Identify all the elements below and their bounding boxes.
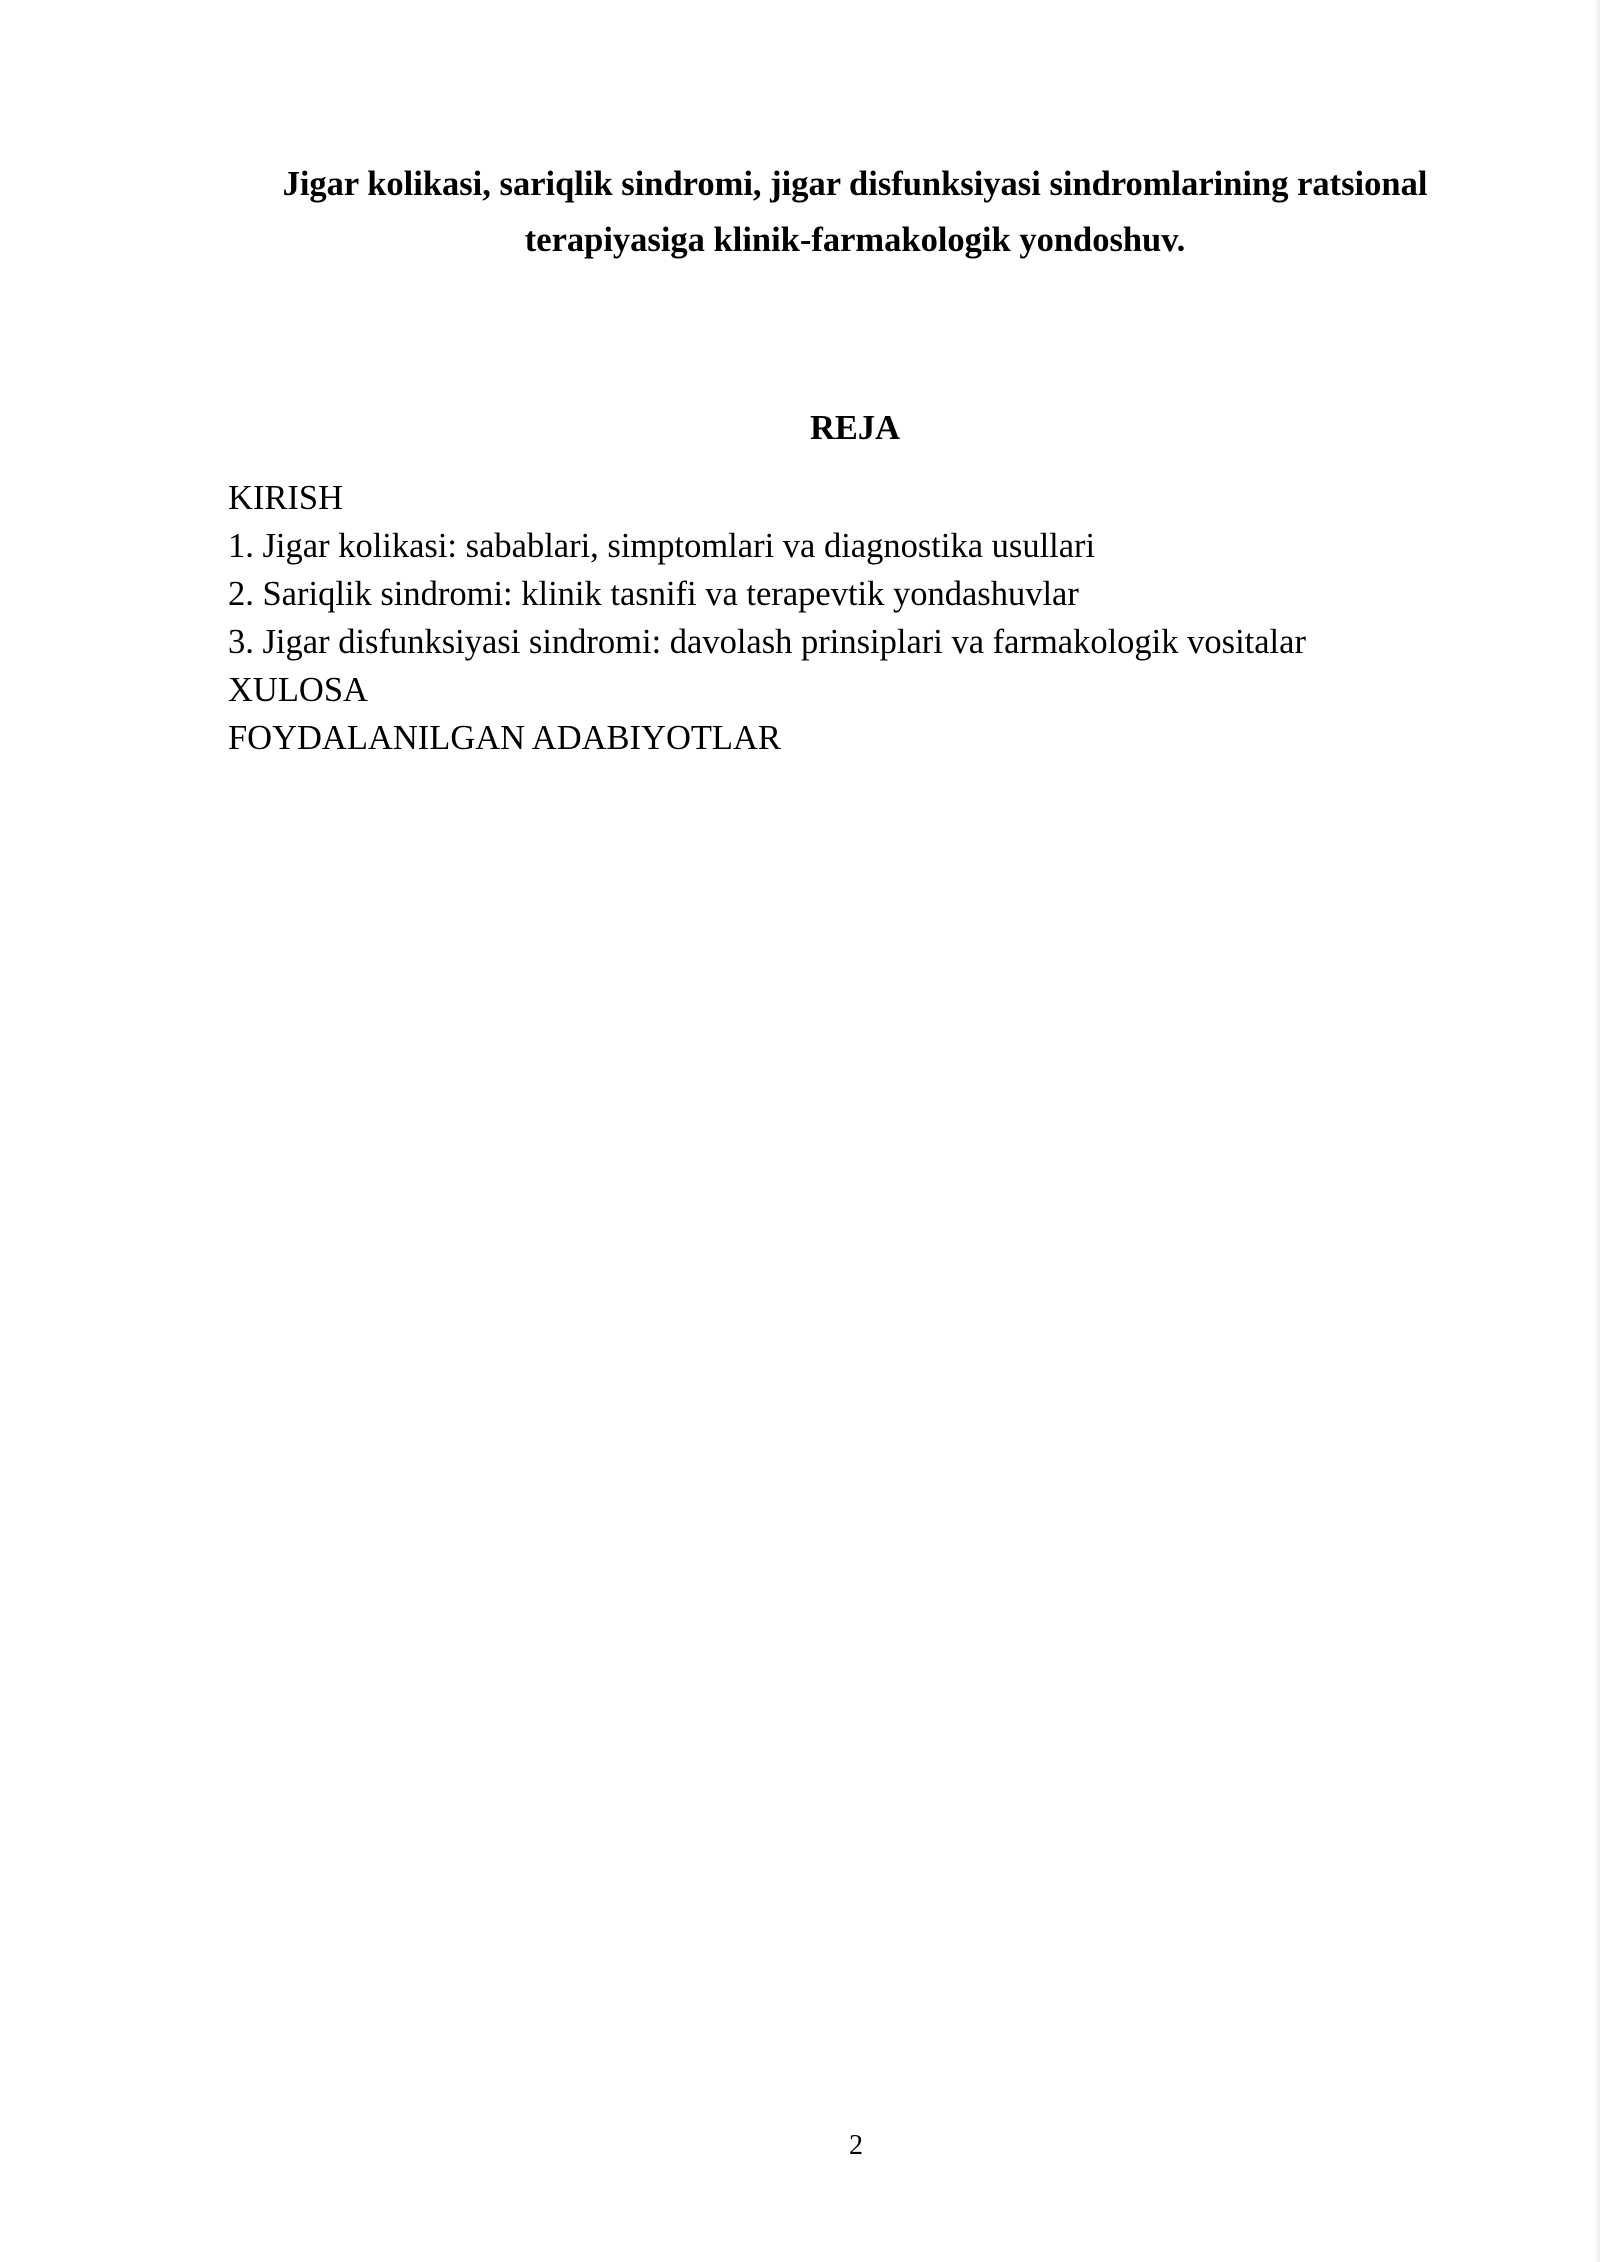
plan-item-conclusion: XULOSA — [228, 671, 368, 709]
document-title: Jigar kolikasi, sariqlik sindromi, jigar disfunksiyasi sindromlarining ratsional terapiyasiga klinik-farmakologik yondoshuv. — [282, 165, 1428, 259]
plan-heading: REJA — [809, 409, 901, 447]
page-number: 2 — [849, 2130, 863, 2161]
plan-item-3: 3. Jigar disfunksiyasi sindromi: davolash prinsiplari va farmakologik vositalar — [228, 623, 1306, 661]
page-edge-shadow — [1594, 0, 1600, 2262]
plan-item-2: 2. Sariqlik sindromi: klinik tasnifi va terapevtik yondashuvlar — [228, 575, 1079, 613]
plan-item-references: FOYDALANILGAN ADABIYOTLAR — [228, 719, 781, 757]
plan-item-introduction: KIRISH — [228, 479, 344, 517]
plan-list — [228, 474, 1482, 762]
plan-item-1: 1. Jigar kolikasi: sabablari, simptomlari va diagnostika usullari — [228, 527, 1096, 565]
